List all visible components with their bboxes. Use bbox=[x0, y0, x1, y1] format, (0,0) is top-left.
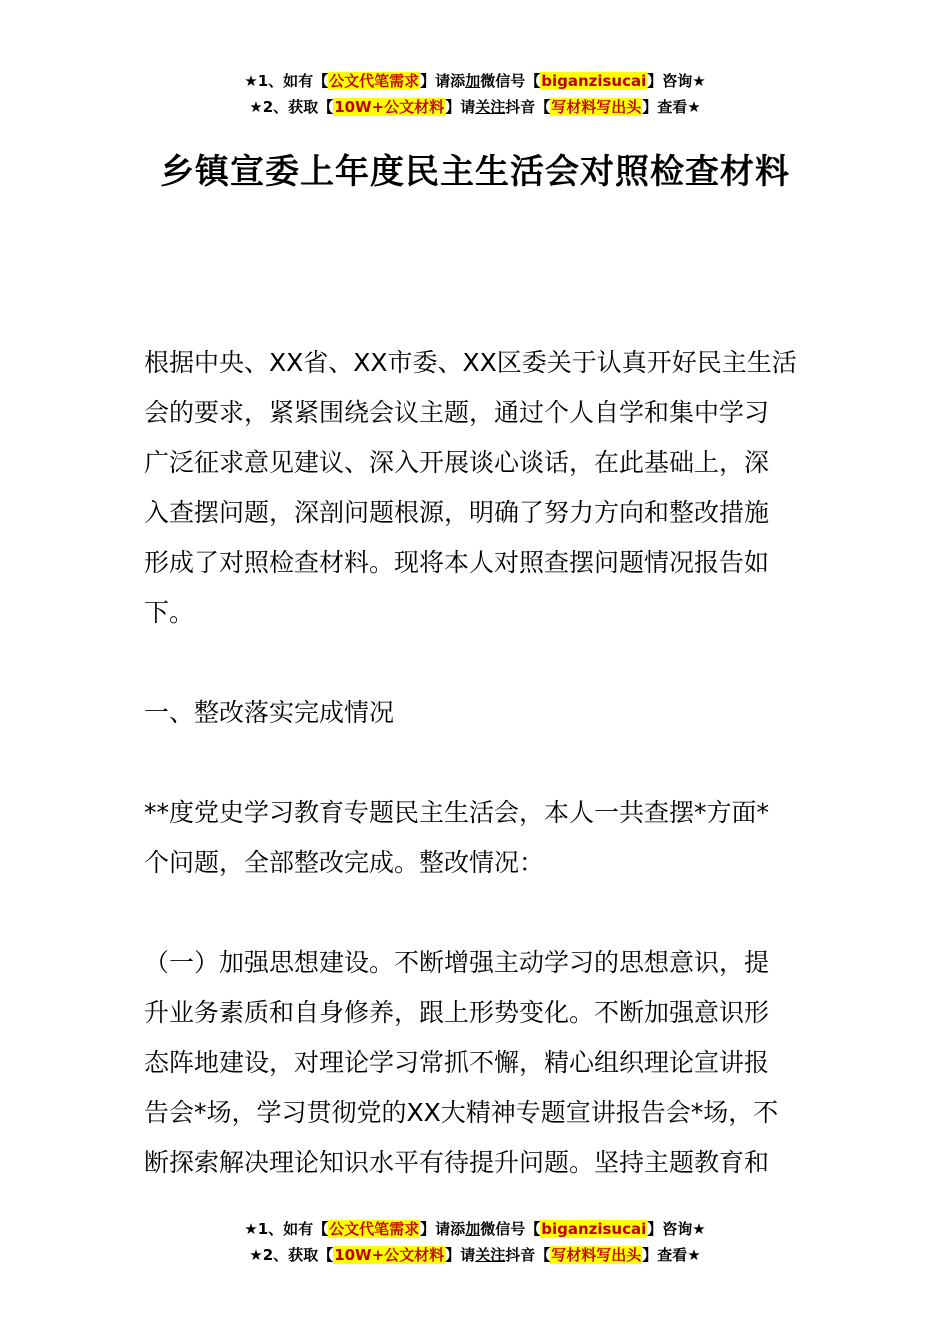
document-title: 乡镇宣委上年度民主生活会对照检查材料 bbox=[160, 152, 790, 192]
banner-text: 】请添 bbox=[420, 1220, 466, 1238]
banner-line-1 bbox=[0, 1216, 950, 1242]
underlined-text: 加 bbox=[465, 72, 481, 90]
text-line: 告会*场，学习贯彻党的XX大精神专题宣讲报告会*场，不 bbox=[144, 1098, 779, 1127]
top-banner bbox=[0, 68, 950, 120]
highlight-materials: 10W+公文材料 bbox=[334, 98, 445, 116]
banner-text: 】查看★ bbox=[642, 98, 701, 116]
highlight-douyin: 写材料写出头 bbox=[551, 1246, 642, 1264]
text-line: 形成了对照检查材料。现将本人对照查摆问题情况报告如 bbox=[144, 548, 770, 577]
banner-text: 】查看★ bbox=[642, 1246, 701, 1264]
detail-paragraph bbox=[144, 938, 808, 1188]
text-line: 个问题，全部整改完成。整改情况： bbox=[144, 848, 545, 877]
banner-text: ★1、如有【 bbox=[244, 1220, 329, 1238]
text-line: 态阵地建设，对理论学习常抓不懈，精心组织理论宣讲报 bbox=[144, 1048, 770, 1077]
banner-line-2 bbox=[0, 1242, 950, 1268]
banner-text: 微信号【 bbox=[480, 72, 541, 90]
banner-text: 抖音【 bbox=[505, 1246, 551, 1264]
banner-text: ★1、如有【 bbox=[244, 72, 329, 90]
bottom-banner bbox=[0, 1216, 950, 1268]
text-line: 下。 bbox=[144, 598, 195, 627]
highlight-douyin: 写材料写出头 bbox=[551, 98, 642, 116]
text-line: 入查摆问题，深剖问题根源，明确了努力方向和整改措施 bbox=[144, 498, 770, 527]
text-line: 升业务素质和自身修养，跟上形势变化。不断加强意识形 bbox=[144, 998, 770, 1027]
text-line: **度党史学习教育专题民主生活会，本人一共查摆*方面* bbox=[144, 798, 770, 827]
intro-paragraph bbox=[144, 338, 808, 638]
banner-text: ★2、获取【 bbox=[249, 1246, 334, 1264]
text-line: 断探索解决理论知识水平有待提升问题。坚持主题教育和 bbox=[144, 1148, 770, 1177]
text-line: 广泛征求意见建议、深入开展谈心谈话，在此基础上，深 bbox=[144, 448, 770, 477]
banner-line-2 bbox=[0, 94, 950, 120]
banner-text: 】咨询★ bbox=[647, 72, 706, 90]
banner-text: 】请添 bbox=[420, 72, 466, 90]
highlight-service: 公文代笔需求 bbox=[329, 1220, 420, 1238]
underlined-text: 关注 bbox=[475, 1246, 506, 1264]
text-line: 根据中央、XX省、XX市委、XX区委关于认真开好民主生活 bbox=[144, 348, 797, 377]
highlight-service: 公文代笔需求 bbox=[329, 72, 420, 90]
underlined-text: 加 bbox=[465, 1220, 481, 1238]
banner-text: 】请 bbox=[445, 98, 476, 116]
banner-line-1 bbox=[0, 68, 950, 94]
banner-text: 抖音【 bbox=[505, 98, 551, 116]
banner-text: 微信号【 bbox=[480, 1220, 541, 1238]
banner-text: 】请 bbox=[445, 1246, 476, 1264]
highlight-materials: 10W+公文材料 bbox=[334, 1246, 445, 1264]
underlined-text: 关注 bbox=[475, 98, 506, 116]
text-line: （一）加强思想建设。不断增强主动学习的思想意识，提 bbox=[144, 948, 770, 977]
section-heading bbox=[144, 688, 808, 738]
highlight-wechat-id: biganzisucai bbox=[541, 1220, 647, 1238]
banner-text: ★2、获取【 bbox=[249, 98, 334, 116]
summary-paragraph bbox=[144, 788, 808, 888]
highlight-wechat-id: biganzisucai bbox=[541, 72, 647, 90]
banner-text: 】咨询★ bbox=[647, 1220, 706, 1238]
section-heading-text: 一、整改落实完成情况 bbox=[144, 698, 395, 727]
text-line: 会的要求，紧紧围绕会议主题，通过个人自学和集中学习 bbox=[144, 398, 770, 427]
